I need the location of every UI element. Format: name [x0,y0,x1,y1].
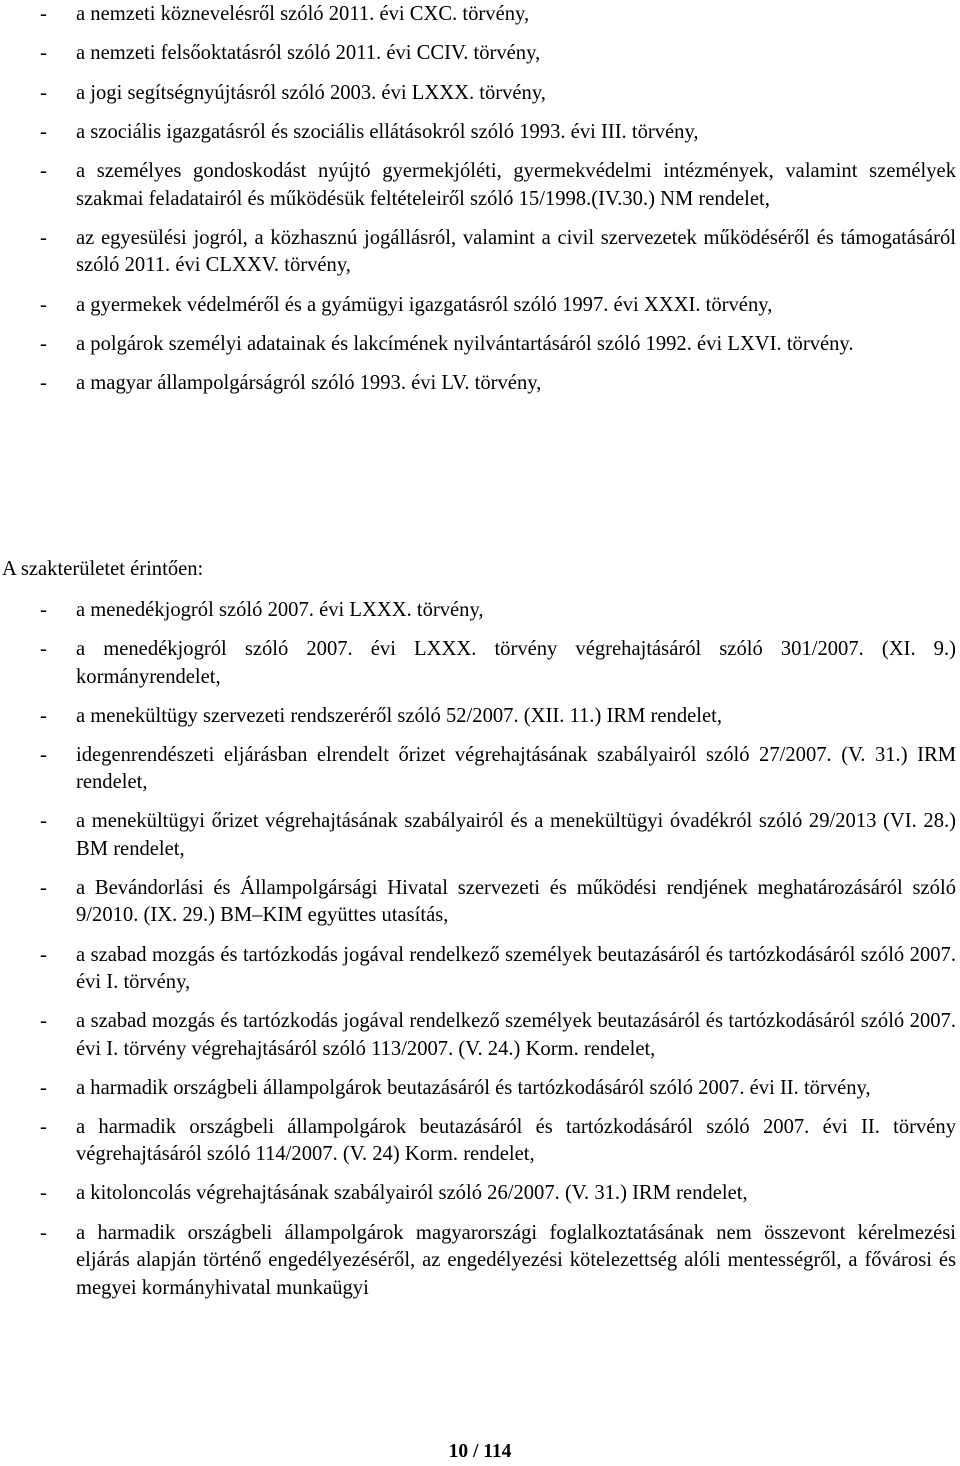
dash-bullet: - [40,810,47,833]
dash-bullet: - [40,704,47,727]
list-item-text: a harmadik országbeli állampolgárok beutazásáról és tartózkodásáról szóló 2007. évi II. törvény, [76,1076,871,1099]
dash-bullet: - [40,3,47,25]
list-item [0,119,956,147]
list-item [0,1075,956,1103]
list-item-text: a polgárok személyi adatainak és lakcímének nyilvántartásáról szóló 1992. évi LXVI. törvény. [76,333,854,356]
list-item [0,225,956,280]
dash-bullet: - [40,333,47,356]
list-item [0,1114,956,1169]
list-item-text: a harmadik országbeli állampolgárok magyarországi foglalkoztatásának nem összevont kérelmezési eljárás alapján történő engedélyezéséről, az engedélyezési kötelezettség alóli mentességről, a fővárosi és megyei kormányhivatal munkaügyi [76,1221,956,1299]
list-item [0,636,956,691]
legislation-list-specialty [0,597,956,1314]
dash-bullet: - [40,638,47,661]
list-item-text: a személyes gondoskodást nyújtó gyermekjóléti, gyermekvédelmi intézmények, valamint személyek szakmai feladatairól és működésük feltételeiről szóló 15/1998.(IV.30.) NM rendelet, [76,160,956,210]
dash-bullet: - [40,293,47,316]
section-heading: A szakterületet érintően: [2,558,204,580]
list-item-text: a menedékjogról szóló 2007. évi LXXX. törvény végrehajtásáról szóló 301/2007. (XI. 9.) kormányrendelet, [76,638,956,688]
list-item [0,331,956,359]
dash-bullet: - [40,226,47,249]
list-item-text: a menedékjogról szóló 2007. évi LXXX. törvény, [76,599,484,621]
list-item [0,742,956,797]
list-item [0,703,956,731]
list-item [0,597,956,625]
dash-bullet: - [40,1076,47,1099]
dash-bullet: - [40,743,47,766]
list-item [0,80,956,108]
list-item [0,875,956,930]
list-item-text: a magyar állampolgárságról szóló 1993. évi LV. törvény, [76,372,542,395]
list-item-text: a menekültügyi őrizet végrehajtásának szabályairól és a menekültügyi óvadékról szóló 29/2013 (VI. 28.) BM rendelet, [76,810,956,860]
list-item-text: a szabad mozgás és tartózkodás jogával rendelkező személyek beutazásáról és tartózkodásáról szóló 2007. évi I. törvény végrehajtásáról szóló 113/2007. (V. 24.) Korm. rendelet, [76,1010,956,1060]
dash-bullet: - [40,120,47,143]
list-item-text: a harmadik országbeli állampolgárok beutazásáról és tartózkodásáról szóló 2007. évi II. törvény végrehajtásáról szóló 114/2007. (V. 24) Korm. rendelet, [76,1115,956,1166]
dash-bullet: - [40,1115,47,1138]
list-item-text: a nemzeti köznevelésről szóló 2011. évi CXC. törvény, [76,3,530,25]
dash-bullet: - [40,943,47,966]
list-item [0,1008,956,1063]
dash-bullet: - [40,599,47,621]
dash-bullet: - [40,372,47,395]
dash-bullet: - [40,1221,47,1244]
page-number: 10 / 114 [448,1441,512,1462]
list-item [0,808,956,863]
list-item-text: a szociális igazgatásról és szociális ellátásokról szóló 1993. évi III. törvény, [76,120,699,143]
list-item-text: a menekültügy szervezeti rendszeréről szóló 52/2007. (XII. 11.) IRM rendelet, [76,704,722,727]
list-item [0,40,956,68]
list-item [0,942,956,997]
dash-bullet: - [40,1182,47,1205]
dash-bullet: - [40,81,47,104]
list-item [0,1,956,29]
list-item-text: a Bevándorlási és Állampolgársági Hivatal szervezeti és működési rendjének meghatározásáról szóló 9/2010. (IX. 29.) BM–KIM együttes utasítás, [76,876,956,927]
list-item [0,158,956,213]
list-item [0,292,956,320]
dash-bullet: - [40,876,47,899]
list-item [0,1220,956,1303]
legislation-list-general [0,1,956,410]
dash-bullet: - [40,1010,47,1033]
list-item-text: a gyermekek védelméről és a gyámügyi igazgatásról szóló 1997. évi XXXI. törvény, [76,293,773,316]
list-item-text: a jogi segítségnyújtásról szóló 2003. évi LXXX. törvény, [76,81,546,104]
list-item-text: a szabad mozgás és tartózkodás jogával rendelkező személyek beutazásáról és tartózkodásáról szóló 2007. évi I. törvény, [76,943,956,994]
dash-bullet: - [40,42,47,65]
list-item [0,1180,956,1208]
dash-bullet: - [40,160,47,183]
list-item-text: idegenrendészeti eljárásban elrendelt őrizet végrehajtásának szabályairól szóló 27/2007. (V. 31.) IRM rendelet, [76,743,956,794]
list-item-text: a kitoloncolás végrehajtásának szabályairól szóló 26/2007. (V. 31.) IRM rendelet, [76,1182,748,1205]
list-item [0,370,956,398]
list-item-text: a nemzeti felsőoktatásról szóló 2011. évi CCIV. törvény, [76,42,541,65]
list-item-text: az egyesülési jogról, a közhasznú jogállásról, valamint a civil szervezetek működéséről és támogatásáról szóló 2011. évi CLXXV. törvény, [76,226,956,277]
